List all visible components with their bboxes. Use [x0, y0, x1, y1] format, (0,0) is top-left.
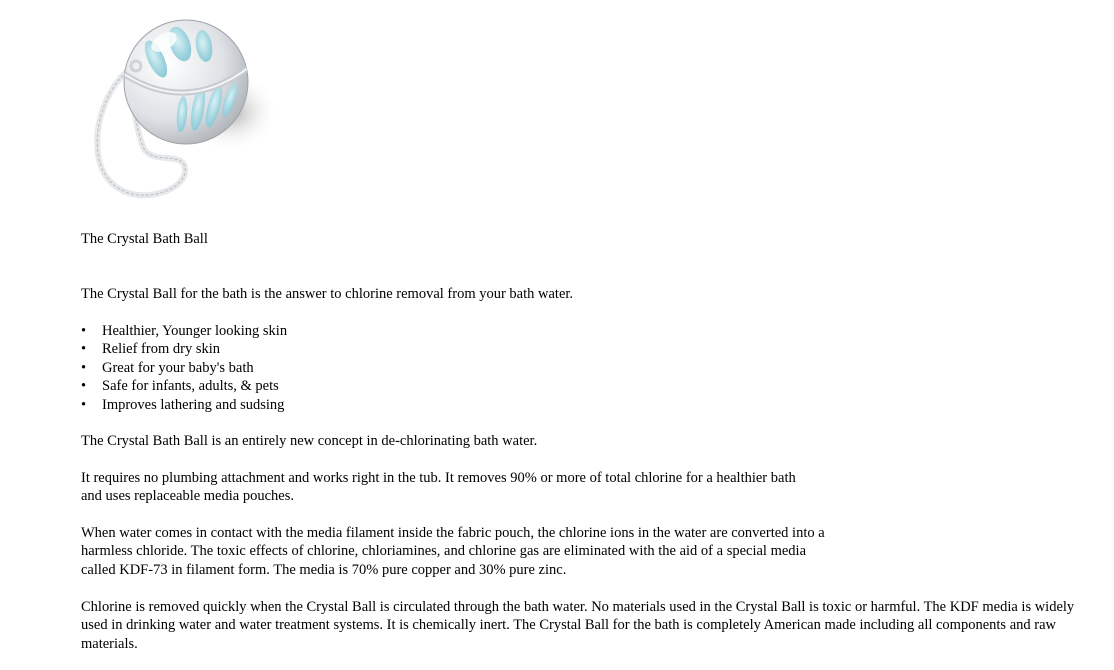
- benefit-text: Relief from dry skin: [102, 341, 220, 358]
- benefit-text: Improves lathering and sudsing: [102, 396, 285, 413]
- product-title: The Crystal Bath Ball: [81, 231, 208, 247]
- list-item: [81, 377, 287, 395]
- benefit-text: Healthier, Younger looking skin: [102, 323, 288, 339]
- concept-paragraph: The Crystal Bath Ball is an entirely new concept in de-chlorinating bath water.: [81, 433, 538, 449]
- bullet-icon: •: [81, 323, 87, 339]
- list-item: [81, 396, 287, 414]
- benefit-text: Safe for infants, adults, & pets: [102, 378, 279, 395]
- bullet-icon: •: [81, 359, 87, 376]
- bath-ball-image: [86, 4, 278, 204]
- benefits-list: [81, 322, 287, 414]
- plumbing-paragraph: It requires no plumbing attachment and works right in the tub. It removes 90% or more of total chlorine for a healthier bath and uses replaceable media pouches.: [81, 470, 796, 505]
- list-item: [81, 322, 287, 340]
- list-item: [81, 359, 287, 377]
- bullet-icon: •: [81, 378, 87, 395]
- list-item: [81, 340, 287, 358]
- safety-paragraph: Chlorine is removed quickly when the Crystal Ball is circulated through the bath water. No materials used in the Crystal Ball is toxic or harmful. The KDF media is widely used in drinking water and water treatment systems. It is chemically inert. The Crystal Ball for the bath is completely American made including all components and raw materials.: [81, 599, 1075, 652]
- benefit-text: Great for your baby's bath: [102, 359, 254, 376]
- media-paragraph: When water comes in contact with the media filament inside the fabric pouch, the chlorine ions in the water are converted into a harmless chloride. The toxic effects of chlorine, chloriamines, and chlorine gas are eliminated with the aid of a special media called KDF-73 in filament form. The media is 70% pure copper and 30% pure zinc.: [81, 525, 825, 578]
- bullet-icon: •: [81, 396, 87, 413]
- intro-paragraph: The Crystal Ball for the bath is the answer to chlorine removal from your bath water.: [81, 286, 574, 302]
- bath-ball-icon: [86, 4, 278, 204]
- bullet-icon: •: [81, 341, 87, 358]
